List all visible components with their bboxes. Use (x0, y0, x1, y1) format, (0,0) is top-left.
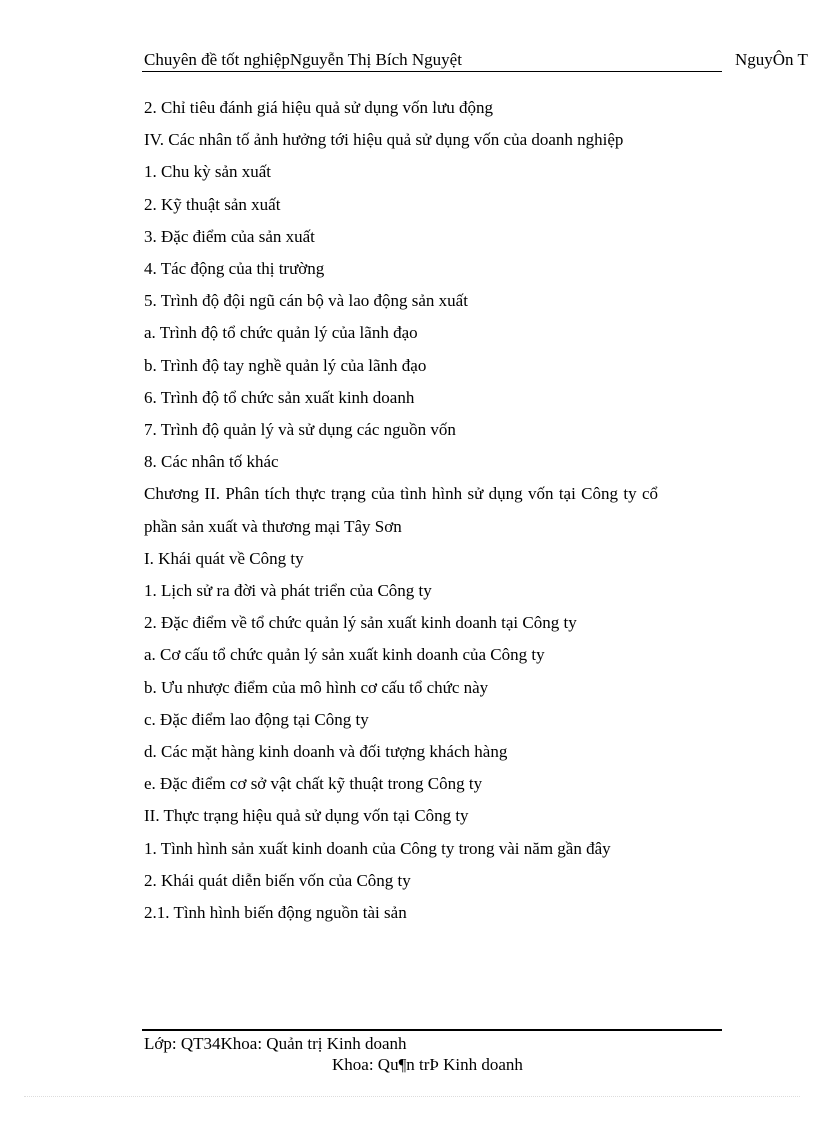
toc-item: 5. Trình độ đội ngũ cán bộ và lao động sản xuất (144, 291, 468, 311)
toc-item: 2. Kỹ thuật sản xuất (144, 194, 281, 214)
toc-item: 6. Trình độ tổ chức sản xuất kinh doanh (144, 387, 415, 407)
header-divider (142, 71, 722, 72)
footer-faculty: Khoa: Qu¶n trÞ Kinh doanh (332, 1055, 523, 1074)
toc-item: 7. Trình độ quản lý và sử dụng các nguồn vốn (144, 420, 456, 440)
header-author-overflow: NguyÔn T (735, 50, 808, 69)
table-of-contents (144, 92, 658, 929)
toc-item: IV. Các nhân tố ảnh hưởng tới hiệu quả sử dụng vốn của doanh nghiệp (144, 130, 624, 150)
toc-item: 1. Chu kỳ sản xuất (144, 162, 272, 182)
footer-class-info: Lớp: QT34Khoa: Quản trị Kinh doanh (144, 1034, 407, 1053)
toc-item: 3. Đặc điểm của sản xuất (144, 226, 315, 246)
toc-item: c. Đặc điểm lao động tại Công ty (144, 709, 369, 729)
toc-item: I. Khái quát về Công ty (144, 548, 304, 568)
toc-item: 1. Lịch sử ra đời và phát triển của Công ty (144, 581, 432, 601)
toc-item: 2. Chỉ tiêu đánh giá hiệu quả sử dụng vốn lưu động (144, 98, 493, 117)
toc-item: 8. Các nhân tố khác (144, 452, 279, 472)
toc-item: b. Ưu nhược điểm của mô hình cơ cấu tổ chức này (144, 677, 489, 697)
toc-item: d. Các mặt hàng kinh doanh và đối tượng khách hàng (144, 742, 508, 762)
toc-item: 2. Khái quát diễn biến vốn của Công ty (144, 870, 411, 890)
toc-item: 4. Tác động của thị trường (144, 259, 325, 279)
toc-item: 2.1. Tình hình biến động nguồn tài sản (144, 903, 407, 923)
toc-item: a. Cơ cấu tổ chức quản lý sản xuất kinh doanh của Công ty (144, 645, 545, 665)
page-edge (24, 1096, 800, 1097)
toc-item: 2. Đặc điểm về tổ chức quản lý sản xuất kinh doanh tại Công ty (144, 613, 577, 633)
toc-item: Chương II. Phân tích thực trạng của tình hình sử dụng vốn tại Công ty cổ phần sản xuất và thương mại Tây Sơn (144, 484, 658, 536)
toc-item: e. Đặc điểm cơ sở vật chất kỹ thuật trong Công ty (144, 774, 483, 794)
toc-item: b. Trình độ tay nghề quản lý của lãnh đạo (144, 355, 427, 375)
footer-divider (142, 1029, 722, 1031)
toc-item: 1. Tình hình sản xuất kinh doanh của Công ty trong vài năm gần đây (144, 838, 611, 858)
toc-item: a. Trình độ tổ chức quản lý của lãnh đạo (144, 323, 418, 343)
header-title: Chuyên đề tốt nghiệpNguyễn Thị Bích Nguyệt (144, 50, 462, 69)
toc-item: II. Thực trạng hiệu quả sử dụng vốn tại Công ty (144, 806, 469, 826)
